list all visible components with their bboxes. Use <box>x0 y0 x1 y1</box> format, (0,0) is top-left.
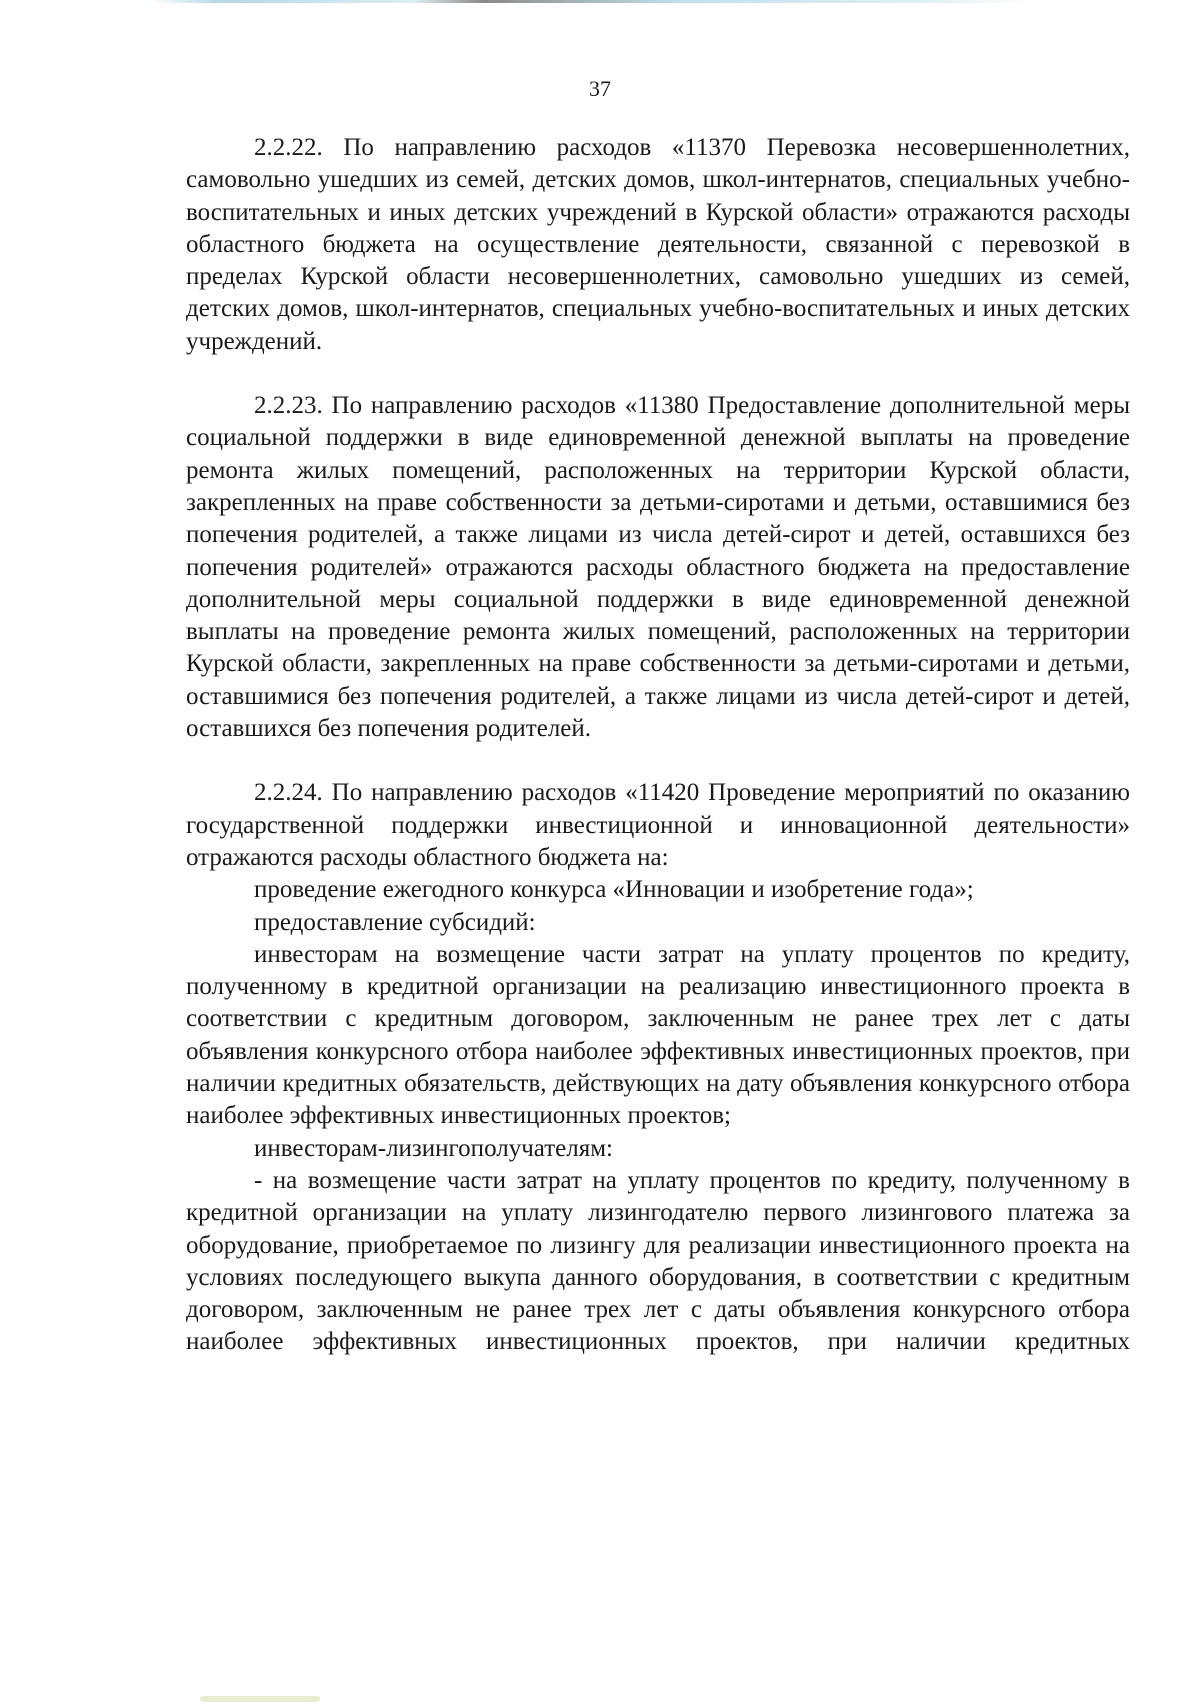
paragraph-2-2-23: 2.2.23. По направлению расходов «11380 Предоставление дополнительной меры социальной поддержки в виде единовременной денежной выплаты на проведение ремонта жилых помещений, расположенных на территории Курской области, закрепленных на праве собственности за детьми-сиротами и детьми, оставшимися без попечения родителей, а также лицами из числа детей-сирот и детей, оставшихся без попечения родителей» отражаются расходы областного бюджета на предоставление дополнительной меры социальной поддержки в виде единовременной денежной выплаты на проведение ремонта жилых помещений, расположенных на территории Курской области, закрепленных на праве собственности за детьми-сиротами и детьми, оставшимися без попечения родителей, а также лицами из числа детей-сирот и детей, оставшихся без попечения родителей. <box>186 392 1130 743</box>
list-item-lessees-reimbursement: - на возмещение части затрат на уплату процентов по кредиту, полученному в кредитной организации на уплату лизингодателю первого лизингового платежа за оборудование, приобретаемое по лизингу для реализации инвестиционного проекта на условиях последующего выкупа данного оборудования, в соответствии с кредитным договором, заключенным не ранее трех лет с даты объявления конкурсного отбора наиболее эффективных инвестиционных проектов, при наличии кредитных <box>186 1166 1130 1356</box>
list-item-lessees: инвесторам-лизингополучателям: <box>254 1134 613 1162</box>
list-item-contest: проведение ежегодного конкурса «Инновации и изобретение года»; <box>254 876 974 904</box>
scan-artifact-top <box>150 0 1030 3</box>
scan-artifact-bottom <box>200 1696 320 1702</box>
paragraph-2-2-24: 2.2.24. По направлению расходов «11420 Проведение мероприятий по оказанию государственной поддержки инвестиционной и инновационной деятельности» отражаются расходы областного бюджета на: <box>186 779 1130 871</box>
page-number: 37 <box>589 76 611 101</box>
list-item-investors: инвесторам на возмещение части затрат на уплату процентов по кредиту, полученному в кредитной организации на реализацию инвестиционного проекта в соответствии с кредитным договором, заключенным не ранее трех лет с даты объявления конкурсного отбора наиболее эффективных инвестиционных проектов, при наличии кредитных обязательств, действующих на дату объявления конкурсного отбора наиболее эффективных инвестиционных проектов; <box>186 940 1130 1130</box>
paragraph-2-2-22: 2.2.22. По направлению расходов «11370 Перевозка несовершеннолетних, самовольно ушедших из семей, детских домов, школ-интернатов, специальных учебно-воспитательных и иных детских учреждений в Курской области» отражаются расходы областного бюджета на осуществление деятельности, связанной с перевозкой в пределах Курской области несовершеннолетних, самовольно ушедших из семей, детских домов, школ-интернатов, специальных учебно-воспитательных и иных детских учреждений. <box>186 134 1130 355</box>
document-body <box>186 132 1130 1359</box>
list-item-subsidies: предоставление субсидий: <box>254 908 536 936</box>
